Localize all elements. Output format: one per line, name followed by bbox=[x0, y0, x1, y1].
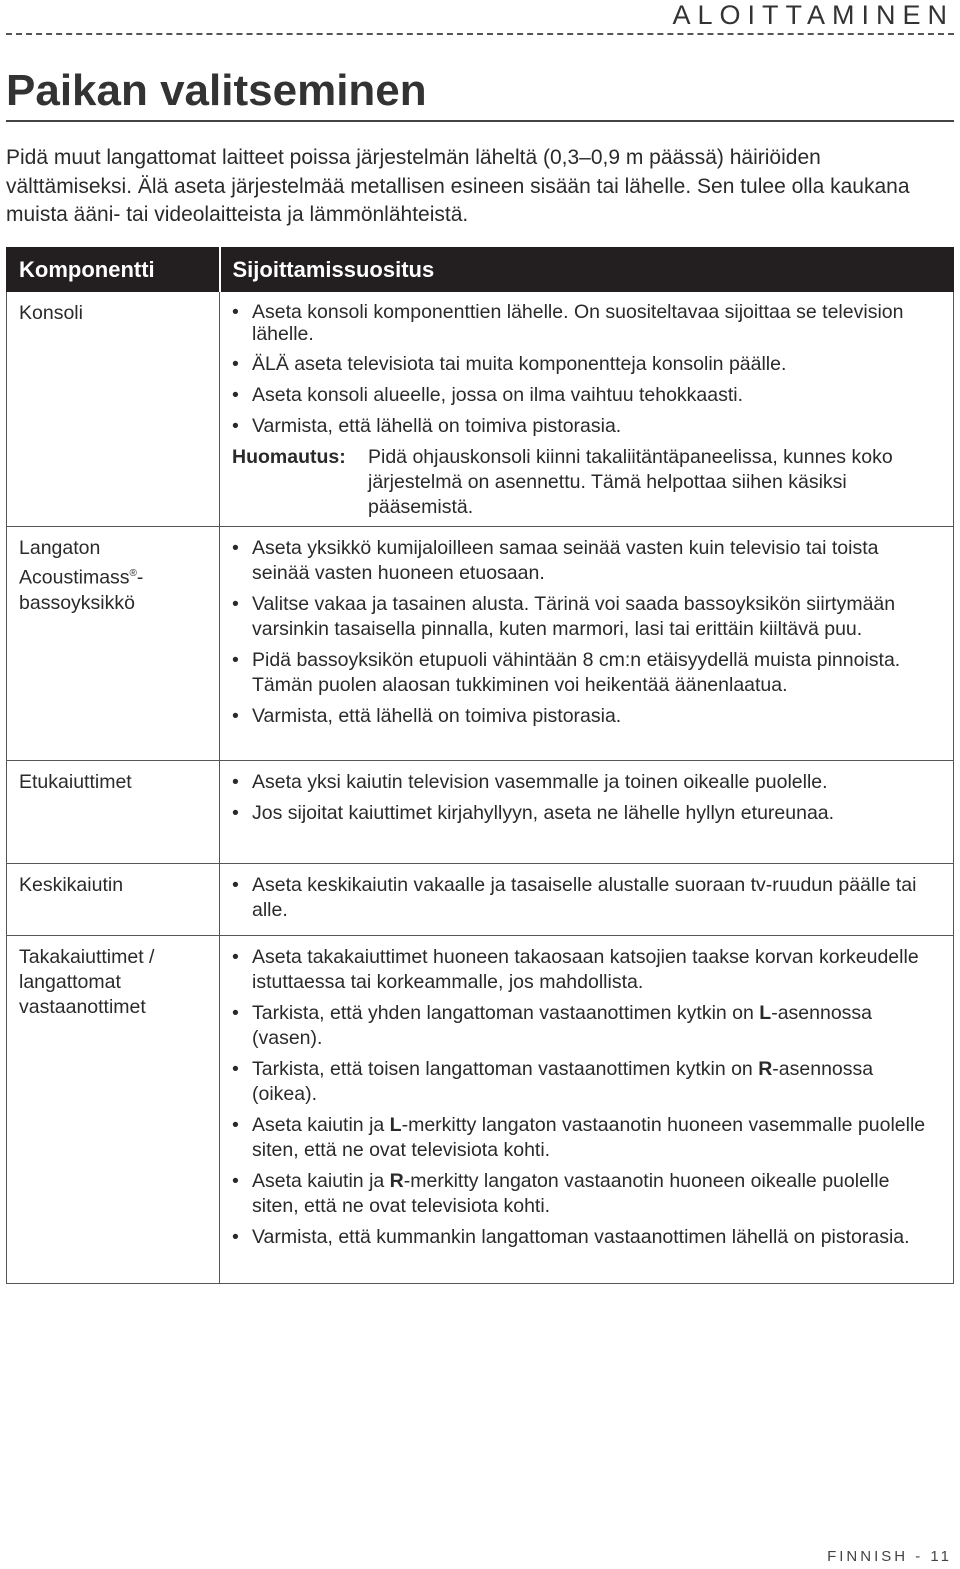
list-item: • Aseta yksikkö kumijaloilleen samaa seinää vasten kuin televisio tai toista seinää vasten huoneen etuosaan. bbox=[232, 536, 941, 586]
component-bass-module: Langaton Acoustimass®- bassoyksikkö bbox=[7, 527, 220, 761]
header-component: Komponentti bbox=[7, 248, 220, 292]
intro-paragraph: Pidä muut langattomat laitteet poissa järjestelmän läheltä (0,3–0,9 m päässä) häiriöiden välttämiseksi. Älä aseta järjestelmää metallisen esineen sisään tai lähelle. Sen tulee olla kaukana muista ääni- tai videolaitteista ja lämmönlähteistä. bbox=[6, 146, 910, 226]
component-console: Konsoli bbox=[7, 292, 220, 527]
registered-mark: ® bbox=[129, 568, 137, 579]
component-center-speaker: Keskikaiutin bbox=[7, 864, 220, 936]
header-recommendation: Sijoittamissuositus bbox=[220, 248, 954, 292]
note bbox=[232, 445, 941, 520]
note-label: Huomautus: bbox=[232, 446, 346, 468]
list-item: • Varmista, että kummankin langattoman vastaanottimen lähellä on pistorasia. bbox=[232, 1225, 941, 1250]
recommendation-cell bbox=[220, 936, 954, 1284]
list-item: • Pidä bassoyksikön etupuoli vähintään 8 cm:n etäisyydellä muista pinnoista. Tämän puolen alaosan tukkiminen voi heikentää äänenlaatua. bbox=[232, 648, 941, 698]
list-item: • Tarkista, että yhden langattoman vastaanottimen kytkin on L-asennossa (vasen). bbox=[232, 1001, 941, 1051]
list-item: • Aseta kaiutin ja R-merkitty langaton vastaanotin huoneen oikealle puolelle siten, että ne ovat televisiota kohti. bbox=[232, 1169, 941, 1219]
page-footer: FINNISH - 11 bbox=[827, 1548, 952, 1565]
table-row bbox=[7, 292, 954, 527]
list-item: • Varmista, että lähellä on toimiva pistorasia. bbox=[232, 704, 941, 729]
list-item: • Aseta keskikaiutin vakaalle ja tasaiselle alustalle suoraan tv-ruudun päälle tai alle. bbox=[232, 873, 941, 923]
list-item: • Aseta kaiutin ja L-merkitty langaton vastaanotin huoneen vasemmalle puolelle siten, että ne ovat televisiota kohti. bbox=[232, 1113, 941, 1163]
page-title: Paikan valitseminen bbox=[6, 66, 427, 115]
list-item: • Tarkista, että toisen langattoman vastaanottimen kytkin on R-asennossa (oikea). bbox=[232, 1057, 941, 1107]
placement-table bbox=[6, 247, 954, 1284]
recommendation-cell bbox=[220, 761, 954, 864]
list-item: • ÄLÄ aseta televisiota tai muita komponentteja konsolin päälle. bbox=[232, 352, 941, 377]
recommendation-cell bbox=[220, 864, 954, 936]
title-underline bbox=[6, 120, 954, 122]
bullet-list bbox=[232, 301, 941, 439]
bullet-list bbox=[232, 536, 941, 729]
note-text: Pidä ohjauskonsoli kiinni takaliitäntäpaneelissa, kunnes koko järjestelmä on asennettu. Tämä helpottaa siihen käsiksi pääsemistä. bbox=[368, 446, 893, 518]
list-item: • Aseta yksi kaiutin television vasemmalle ja toinen oikealle puolelle. bbox=[232, 770, 941, 795]
list-item: • Aseta takakaiuttimet huoneen takaosaan katsojien taakse korvan korkeudelle istuttaessa tai korkeammalle, jos mahdollista. bbox=[232, 945, 941, 995]
section-title: ALOITTAMINEN bbox=[672, 0, 954, 30]
table-header-row bbox=[7, 248, 954, 292]
recommendation-cell bbox=[220, 527, 954, 761]
table-row bbox=[7, 936, 954, 1284]
recommendation-cell bbox=[220, 292, 954, 527]
list-item: • Aseta konsoli komponenttien lähelle. On suositeltavaa sijoittaa se television lähelle. bbox=[232, 301, 941, 345]
list-item: • Varmista, että lähellä on toimiva pistorasia. bbox=[232, 414, 941, 439]
component-front-speakers: Etukaiuttimet bbox=[7, 761, 220, 864]
table-row bbox=[7, 761, 954, 864]
list-item: • Valitse vakaa ja tasainen alusta. Tärinä voi saada bassoyksikön siirtymään varsinkin tasaisella pinnalla, kuten marmori, lasi tai erittäin kiiltävä puu. bbox=[232, 592, 941, 642]
bullet-list bbox=[232, 873, 941, 923]
list-item: • Jos sijoitat kaiuttimet kirjahyllyyn, aseta ne lähelle hyllyn etureunaa. bbox=[232, 801, 941, 826]
list-item: • Aseta konsoli alueelle, jossa on ilma vaihtuu tehokkaasti. bbox=[232, 383, 941, 408]
component-rear-speakers: Takakaiuttimet / langattomat vastaanottimet bbox=[7, 936, 220, 1284]
table-row bbox=[7, 527, 954, 761]
dashed-divider bbox=[6, 33, 954, 35]
bullet-list bbox=[232, 770, 941, 826]
bullet-list bbox=[232, 945, 941, 1250]
table-row bbox=[7, 864, 954, 936]
